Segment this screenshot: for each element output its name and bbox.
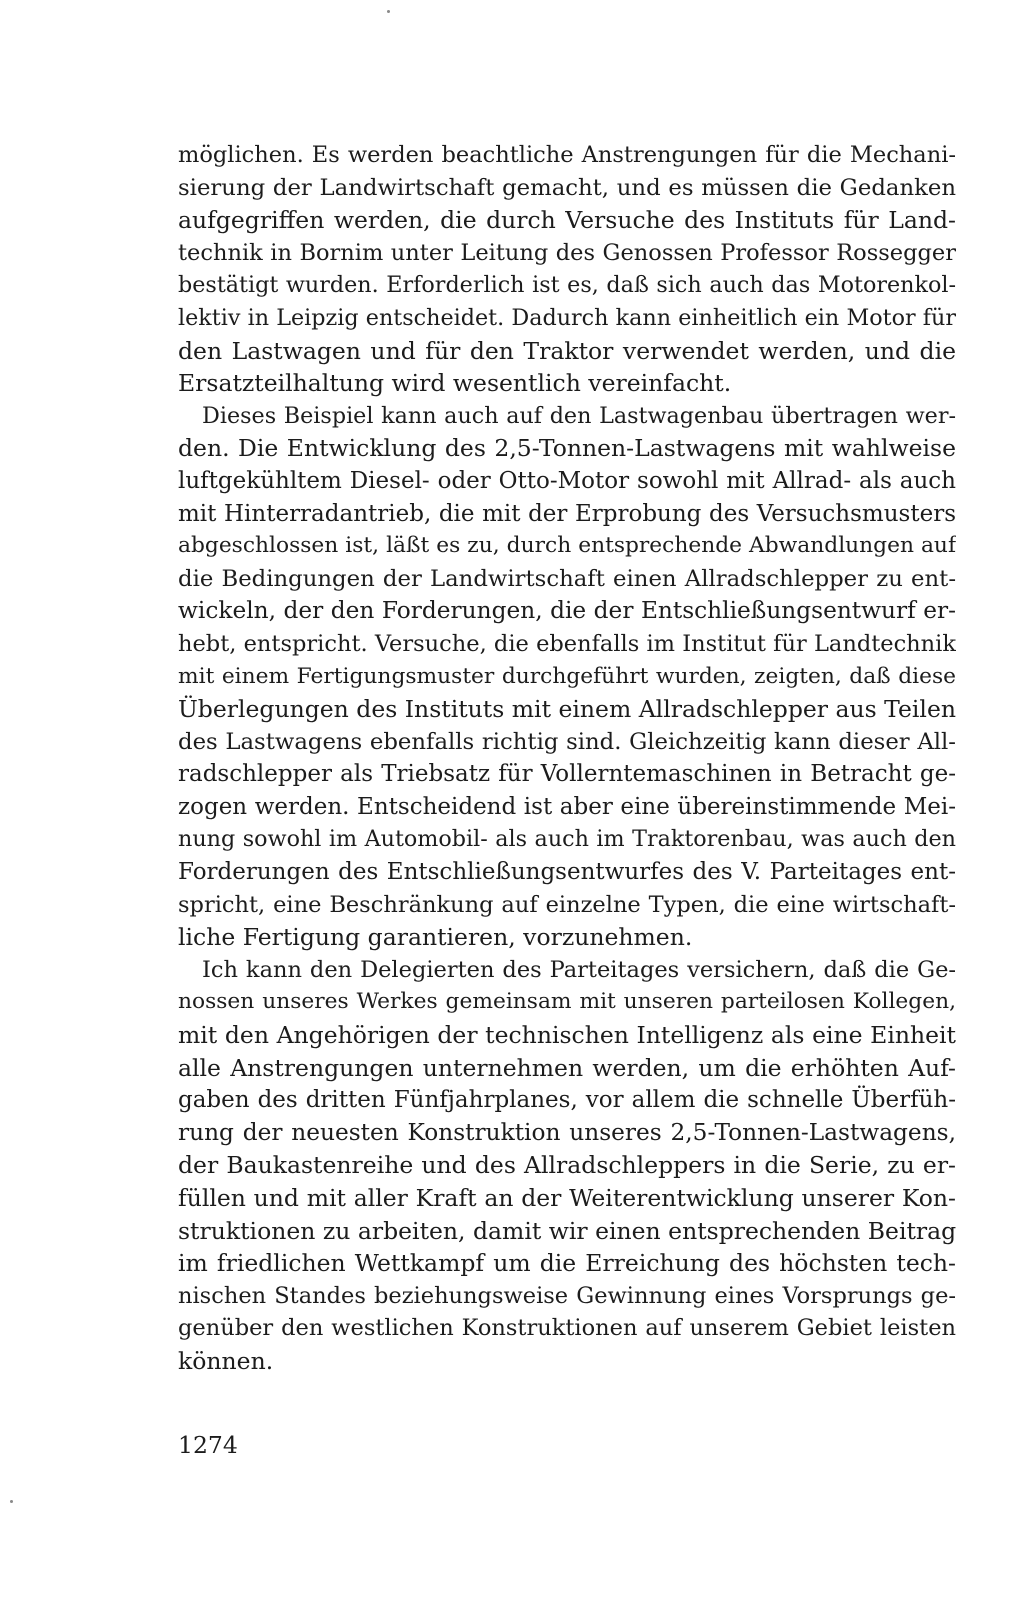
text-line: bestätigt wurden. Erforderlich ist es, daß sich auch das Motorenkol- [178,272,956,299]
text-line: liche Fertigung garantieren, vorzunehmen. [178,923,693,952]
text-line: zogen werden. Entscheidend ist aber eine übereinstimmende Mei- [178,793,956,820]
text-line: im friedlichen Wettkampf um die Erreichung des höchsten tech- [178,1249,956,1278]
text-line: möglichen. Es werden beachtliche Anstrengungen für die Mechani- [178,142,956,168]
text-line: mit den Angehörigen der technischen Intelligenz als eine Einheit [178,1021,956,1050]
text-line: Überlegungen des Instituts mit einem Allradschlepper aus Teilen [178,695,956,724]
text-line: genüber den westlichen Konstruktionen auf unserem Gebiet leisten [178,1315,956,1342]
text-line: können. [178,1346,274,1375]
paragraph-1 [178,139,956,400]
text-line: technik in Bornim unter Leitung des Genossen Professor Rossegger [178,239,956,266]
page-number: 1274 [178,1431,238,1459]
text-line: des Lastwagens ebenfalls richtig sind. Gleichzeitig kann dieser All- [178,728,956,755]
text-line: mit Hinterradantrieb, die mit der Erprobung des Versuchsmusters [178,500,956,527]
text-line: mit einem Fertigungsmuster durchgeführt wurden, zeigten, daß diese [178,663,956,689]
text-line: struktionen zu arbeiten, damit wir einen entsprechenden Beitrag [178,1216,956,1245]
text-line: nossen unseres Werkes gemeinsam mit unseren parteilosen Kollegen, [178,989,956,1015]
text-line: nung sowohl im Automobil- als auch im Traktorenbau, was auch den [178,826,956,853]
text-line: luftgekühltem Diesel- oder Otto-Motor sowohl mit Allrad- als auch [178,467,956,494]
text-line: Ich kann den Delegierten des Parteitages versichern, daß die Ge- [202,956,956,983]
text-line: Ersatzteilhaltung wird wesentlich vereinfacht. [178,369,732,398]
text-line: lektiv in Leipzig entscheidet. Dadurch kann einheitlich ein Motor für [178,304,956,331]
page-body [178,139,956,1378]
scan-speck [387,10,390,13]
text-line: den Lastwagen und für den Traktor verwendet werden, und die [178,336,956,365]
text-line: der Baukastenreihe und des Allradschleppers in die Serie, zu er- [178,1151,956,1180]
scan-speck [10,1500,13,1503]
text-line: hebt, entspricht. Versuche, die ebenfalls im Institut für Landtechnik [178,630,956,657]
text-line: spricht, eine Beschränkung auf einzelne Typen, die eine wirtschaft- [178,891,956,918]
text-line: füllen und mit aller Kraft an der Weiterentwicklung unserer Kon- [178,1184,956,1212]
text-line: nischen Standes beziehungsweise Gewinnung eines Vorsprungs ge- [178,1282,956,1309]
text-line: alle Anstrengungen unternehmen werden, um die erhöhten Auf- [178,1053,956,1082]
paragraph-2 [178,400,956,954]
text-line: den. Die Entwicklung des 2,5-Tonnen-Lastwagens mit wahlweise [178,434,956,463]
paragraph-3 [178,954,956,1378]
text-line: Forderungen des Entschließungsentwurfes des V. Parteitages ent- [178,859,956,886]
text-line: Dieses Beispiel kann auch auf den Lastwagenbau übertragen wer- [202,402,956,429]
text-line: gaben des dritten Fünfjahrplanes, vor allem die schnelle Überfüh- [178,1087,956,1114]
text-line: sierung der Landwirtschaft gemacht, und es müssen die Gedanken [178,174,956,201]
text-line: radschlepper als Triebsatz für Vollerntemaschinen in Betracht ge- [178,761,956,788]
text-line: rung der neuesten Konstruktion unseres 2,5-Tonnen-Lastwagens, [178,1118,956,1146]
text-line: die Bedingungen der Landwirtschaft einen Allradschlepper zu ent- [178,565,956,592]
text-line: wickeln, der den Forderungen, die der Entschließungsentwurf er- [178,597,956,625]
text-line: abgeschlossen ist, läßt es zu, durch entsprechende Abwandlungen auf [178,533,956,559]
text-line: aufgegriffen werden, die durch Versuche des Instituts für Land- [178,206,956,235]
